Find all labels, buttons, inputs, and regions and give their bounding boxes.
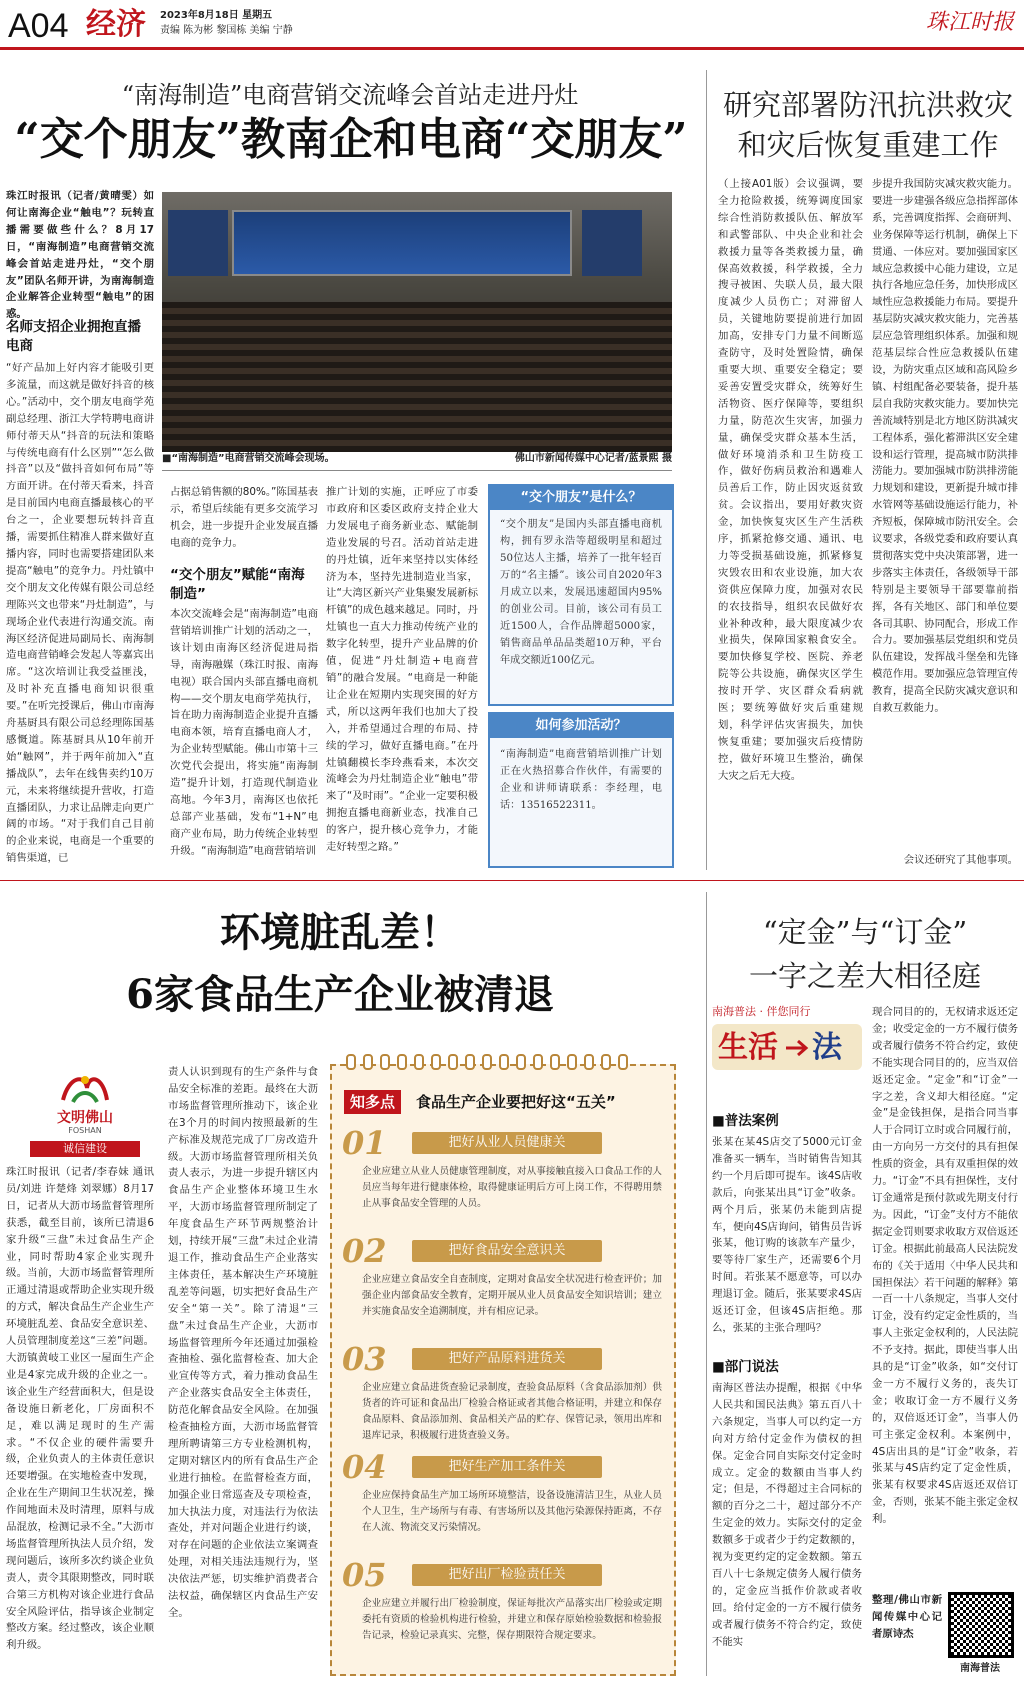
logo-emblem-icon xyxy=(55,1070,115,1106)
story1-subhead-1: 名师支招企业拥抱直播电商 xyxy=(6,319,141,354)
step-text: 企业应建立从业人员健康管理制度，对从事接触直接入口食品工作的人员应当每年进行健康体检，取得健康证明后方可上岗工作，不得聘用禁止从事食品安全管理的人员。 xyxy=(362,1166,662,1209)
story1-column-2b: 本次交流峰会是“南海制造”电商营销培训推广计划的活动之一，该计划由南海区经济促进局指导，南海融媒（珠江时报、南海电视）联合国内头部直播电商机构——交个朋友电商学苑执行，旨在助力南海制造企业提升直播电商本领，培育直播电商人才，为企业转型赋能。佛山市第十三次党代会提出，将实施“南海制造”提升计划，打造现代制造业高地。今年3月，南海区也依托总部产业基础，发布“1+N”电商产业布局，助力传统企业转型升级。“南海制造”电商营销培训 xyxy=(170,608,318,857)
five-checks-item xyxy=(342,1340,666,1448)
story4-headline-1: “定金”与“订金” xyxy=(762,915,968,949)
qr-label: 南海普法 xyxy=(960,1663,1000,1674)
story2-closing: 会议还研究了其他事项。 xyxy=(903,854,1018,866)
section-divider xyxy=(0,880,1024,881)
law-heading: ■部门说法 xyxy=(712,1359,779,1375)
story3-column-2: 责人认识到现有的生产条件与食品安全标准的差距。最终在大沥市场监督管理所推动下，该企业在3个月的时间内按照最新的生产标准及规范完成了厂房改造升级。大沥市场监督管理所相关负责人表示，为进一步提升辖区内食品生产企业整体环境卫生水平，大沥市场监督管理所制定了年度食品生产环节两规整治计划，持续开展“三盘”未过企业清退工作，推动食品生产企业落实主体责任，基本解决生产环境脏乱差等问题，切实把好食品生产安全“第一关”。除了清退“三盘”未过食品生产企业，大沥市场监督管理所今年还通过加强检查抽检、强化监督检查、加大企业宣传等方式，着力推动食品生产企业落实食品安全主体责任，防范化解食品安全风险。在加强检查抽检方面，大沥市场监督管理所聘请第三方专业检测机构，定期对辖区内的所有食品生产企业进行抽检。在监督检查方面，加强企业日常巡查及专项检查，加大执法力度，对违法行为依法查处，并对问题企业进行约谈，对存在问题的企业依法立案调查处理，对相关违法违规行为，坚决依法严惩，切实维护消费者合法权益，确保辖区内食品生产安全。 xyxy=(168,1066,318,1619)
story1-column-1: “好产品加上好内容才能吸引更多流量，而这就是做好抖音的核心。”活动中，交个朋友电商学苑副总经理、浙江大学特聘电商讲师付蒂天从“抖音的玩法和策略与传统电商有什么区别”“怎么做抖音”以及“做抖音如何布局”等方面开讲。在付蒂天看来，抖音是目前国内电商直播最核心的平台之一，企业要想玩转抖音直播，需要抓住精准人群来做好直播内容，同时也需要搭建团队来提高“触电”的竞争力。丹灶镇中交个朋友文化传媒有限公司总经理陈兴文也带来“丹灶制造”，与现场企业代表进行沟通交流。南海区经济促进局副局长、南海制造电商营销峰会发起人等嘉宾出席。“这次培训让我受益匪浅，及时补充直播电商知识很重要。”在听完授课后，佛山市南海舟基厨具有限公司总经理陈国基感慨道。陈基厨具从10年前开始“触网”，并于两年前加入“直播战队”，去年在线售卖约10万元，未来将继续提升营收，打造直播团队，力求让品牌走向更广阔的市场。“对于我们自己目前的企业来说，电商是一个重要的销售渠道，已 xyxy=(6,362,154,865)
step-label: 把好出厂检验责任关 xyxy=(412,1564,602,1586)
five-checks-list xyxy=(342,1124,666,1664)
info-box-join-text: “南海制造”电商营销培训推广计划正在火热招募合作伙伴，有需要的企业和讲师请联系：李经理，电话：13516522311。 xyxy=(500,749,662,811)
tip-tag: 知多点 xyxy=(344,1090,401,1114)
logo-text: 文明佛山 xyxy=(57,1110,113,1126)
legal-life-banner xyxy=(712,1004,862,1104)
qr-code[interactable] xyxy=(948,1592,1014,1658)
column-divider-2 xyxy=(706,892,707,1676)
story2-column-2: 步提升我国防灾减灾救灾能力。要进一步建强各级应急指挥部体系，完善调度指挥、会商研判、业务保障等运行机制，确保上下贯通、一体应对。要加强国家区域应急救援中心能力建设，立足执行各地应急任务，加快形成区域性应急救援能力布局。要提升基层防灾减灾救灾能力，完善基层应急管理组织体系。加强和规范基层综合性应急救援队伍建设，为防灾重点区域和高风险乡镇、村组配备必要装备，提升基层自我防灾救灾能力。要加快完善流域特别是北方地区防洪减灾工程体系，强化蓄滞洪区安全建设和运行管理，提高城市防洪排涝能力。要加强城市防洪排涝能力规划和建设，更新提升城市排水管网等基础设施运行能力，补齐短板，保障城市防汛安全。会议要求，各级党委和政府要认真贯彻落实党中央决策部署，进一步落实主体责任，各级领导干部特别是主要领导干部要靠前指挥，各有关地区、部门和单位要各司其职、协同配合，形成工作合力。要加强基层党组织和党员队伍建设，发挥战斗堡垒和先锋模范作用。要加强应急管理宣传教育，提高全民防灾减灾意识和自救互救能力。 xyxy=(872,178,1018,715)
step-label: 把好从业人员健康关 xyxy=(412,1132,602,1154)
info-box-what-text: “交个朋友”是国内头部直播电商机构，拥有罗永浩等超级明星和超过50位达人主播，培养了一批年轻百万的“名主播”。该公司自2020年3月成立以来，发展迅速超国内95%的创业公司。目前，该公司有员工近1500人，合作品牌超5000家，销售商品单品品类超10万种，平台年成交额近100亿元。 xyxy=(500,519,662,666)
section-title: 经济 xyxy=(86,7,146,42)
five-checks-title: 食品生产企业要把好这“五关” xyxy=(416,1093,616,1111)
banner-tag: 南海普法 · 伴您同行 xyxy=(712,1005,811,1018)
story1-kicker: “南海制造”电商营销交流峰会首站走进丹灶 xyxy=(121,81,579,109)
banner-big-word-2: 法 xyxy=(812,1030,842,1065)
column-divider xyxy=(706,70,707,870)
conference-photo xyxy=(162,192,672,450)
photo-rule xyxy=(162,470,672,471)
step-label: 把好生产加工条件关 xyxy=(412,1456,602,1478)
story3-headline-2: 6家食品生产企业被清退 xyxy=(126,971,554,1018)
step-label: 把好食品安全意识关 xyxy=(412,1240,602,1262)
story1-lead: 珠江时报讯（记者/黄晴雯）如何让南海企业“触电”？玩转直播需要做些什么？8月17日，“南海制造”电商营销交流峰会首站走进丹灶，“交个朋友”团队名师开讲，为南海制造企业解答企业转型“触电”的困惑。 xyxy=(6,190,154,321)
header-rule xyxy=(0,47,1024,50)
story1-headline: “交个朋友”教南企和电商“交朋友” xyxy=(14,114,688,165)
step-text: 企业应建立并履行出厂检验制度，保证每批次产品落实出厂检验或定期委托有资质的检验机构进行检验，并建立和保存原始检验数据和检验报告记录，检验记录真实、完整，保存期限符合规定要求。 xyxy=(362,1598,662,1641)
step-number: 02 xyxy=(342,1232,387,1270)
story1-column-3: 推广计划的实施，正呼应了市委市政府和区委区政府支持企业大力发展电子商务新业态、赋能制造业发展的号召。活动首站走进的丹灶镇，近年来坚持以实体经济为本，坚持先进制造业当家，让“大湾区新兴产业集聚发展新标杆镇”的成色越来越足。同时，丹灶镇也一直大力推动传统产业的数字化转型，提升产业品牌的价值，促进“丹灶制造+电商营销”的融合发展。“电商是一种能让企业在短期内实现突围的好方式，所以这两年我们也加大了投入，并希望通过合理的布局、持续的学习，做好直播电商。”在丹灶镇翻模长李玲燕看来，本次交流峰会为丹灶制造企业“触电”带来了“及时雨”。“企业一定要积极拥抱直播电商新业态，找准自己的客户，提升核心竞争力，才能走好转型之路。” xyxy=(326,486,478,854)
story4-column-2: 现合同目的的，无权请求返还定金；收受定金的一方不履行债务或者履行债务不符合约定，致使不能实现合同目的的，应当双倍返还定金。“定金”和“订金”一字之差，含义却大相径庭。“定金”是金钱担保，是指合同当事人于合同订立时或合同履行前，由一方向另一方交付的具有担保性质的资金，具有双重担保的效力。“订金”不具有担保性，支付订金通常是预付款或先期支付行为。因此，“订金”支付方不能依据定金罚则要求收取方双倍返还订金。根据此前最高人民法院发布的《关于适用〈中华人民共和国担保法〉若干问题的解释》第一百一十八条规定，当事人交付订金，没有约定定金性质的，当事人主张定金权利的，人民法院不予支持。据此，即使当事人出具的是“订金”收条，如“交付订金一方不履行义务的，丧失订金；收取订金一方不履行义务的，双倍返还订金”，当事人仍可主张定金权利。本案例中，4S店出具的是“订金”收条，若张某与4S店约定了定金性质，张某有权要求4S店返还双倍订金，否则，张某不能主张定金权利。 xyxy=(872,1006,1018,1526)
issue-date: 2023年8月18日 星期五 xyxy=(160,10,273,21)
step-label: 把好产品原料进货关 xyxy=(412,1348,602,1370)
story4-headline-2: 一字之差大相径庭 xyxy=(748,959,981,993)
integrity-tag: 诚信建设 xyxy=(30,1141,140,1157)
story3-headline-1: 环境脏乱差！ xyxy=(220,909,460,956)
story1-column-2a: 占据总销售额的80%。”陈国基表示，希望后续能有更多交流学习机会，进一步提升企业发展直播电商的竞争力。 xyxy=(170,486,318,549)
info-box-what-title: “交个朋友”是什么？ xyxy=(490,486,672,510)
five-checks-box xyxy=(330,1064,676,1676)
story1-subhead-2: “交个朋友”赋能“南海制造” xyxy=(170,567,305,602)
story2-column-1: （上接A01版）会议强调，要全力抢险救援，统筹调度国家综合性消防救援队伍、解放军和武警部队、中央企业和社会救援力量等各类救援力量，确保高效救援，科学救援，全力搜寻被困、失联人员，最大限度减少人员伤亡；对滞留人员，关键地防要提前进行加固加高，安排专门力量不间断巡查防守，及时处置险情，确保重要大坝、重要安全稳定；要妥善安置受灾群众，统筹好生活物资、医疗保障等，要组织力量，防范次生灾害，加强力量，确保受灾群众基本生活，做好环境消杀和卫生防疫工作，做好伤病员救治和遇难人员善后工作，防止因灾返贫致贫。会议指出，要用好救灾资金，加快恢复灾区生产生活秩序，抓紧抢修交通、通讯、电力等受损基础设施，抓紧修复灾毁农田和农业设施，加大农资供应保障力度，加强对农民的农技指导，组织农民做好农业补种改种，最大限度减少农业损失，保障国家粮食安全。要加快修复学校、医院、养老院等公共设施，确保灾区学生按时开学、灾区群众看病就医；要统筹做好灾后重建规划，科学评估灾害损失，加快恢复重建；要加强灾后疫情防控，做好环境卫生整治，确保大灾之后无大疫。 xyxy=(718,178,863,782)
info-box-what xyxy=(488,484,674,706)
story3-column-1: 珠江时报讯（记者/李春妹 通讯员/刘进 许楚烽 刘翠娜）8月17日，记者从大沥市场监督管理所获悉，截至目前，该所已清退6家升级“三盘”未过食品生产企业，同时帮助4家企业实现升级。当前，大沥市场监督管理所正通过清退或帮助企业实现升级的方式，解决食品生产企业生产环境脏乱差、食品安全意识差、人员管理制度差这“三差”问题。大沥镇黄岐工业区一屋面生产企业是4家完成升级的企业之一。该企业生产经营面积大，但是设备设施日新老化，厂房面积不足，难以满足现时的生产需求。“不仅企业的硬件需要升级，企业负责人的主体责任意识还要增强。在实地检查中发现，企业在生产期间卫生状况差，操作间地面未及时清理，原料与成品混放，检测记录不全。”大沥市场监督管理所执法人员介绍，发现问题后，该所多次约谈企业负责人，责令其限期整改，同时联合第三方机构对该企业进行食品安全风险评估，指导该企业制定整改方案。经过整改，该企业顺利升级。 xyxy=(6,1166,154,1652)
newspaper-logo: 珠江时报 xyxy=(925,10,1014,35)
wenming-foshan-logo xyxy=(20,1070,150,1138)
five-checks-item xyxy=(342,1556,666,1664)
five-checks-item xyxy=(342,1232,666,1340)
binder-rings xyxy=(342,1054,631,1074)
story4-credit: 整理/佛山市新闻传媒中心记者原诗杰 xyxy=(872,1594,942,1640)
photo-credit: 佛山市新闻传媒中心记者/蓝景熙 摄 xyxy=(514,453,672,464)
five-checks-item xyxy=(342,1124,666,1232)
five-checks-item xyxy=(342,1448,666,1556)
editor-credits: 责编 陈为彬 黎国栋 美编 宁静 xyxy=(160,25,293,36)
case-heading: ■普法案例 xyxy=(712,1113,779,1129)
info-box-join-title: 如何参加活动？ xyxy=(490,714,672,738)
page-number: A04 xyxy=(8,7,69,45)
step-number: 01 xyxy=(342,1124,387,1162)
step-text: 企业应保持食品生产加工场所环境整洁，设备设施清洁卫生，从业人员个人卫生，生产场所与有毒、有害场所以及其他污染源保持距离，不存在人流、物流交叉污染情况。 xyxy=(362,1490,662,1533)
step-number: 05 xyxy=(342,1556,387,1594)
step-number: 03 xyxy=(342,1340,387,1378)
audience-rows xyxy=(162,302,672,452)
projection-screen xyxy=(232,210,572,276)
photo-caption: ■“南海制造”电商营销交流峰会现场。 xyxy=(162,453,335,464)
story2-headline: 研究部署防汛抗洪救灾和灾后恢复重建工作 xyxy=(722,88,1013,162)
logo-subtext: FOSHAN xyxy=(68,1126,102,1135)
law-text: 南海区普法办提醒，根据《中华人民共和国民法典》第五百八十六条规定，当事人可以约定一方向对方给付定金作为债权的担保。定金合同自实际交付定金时成立。定金的数额由当事人约定；但是，不得超过主合同标的额的百分之二十，超过部分不产生定金的效力。实际交付的定金数额多于或者少于约定数额的，视为变更约定的定金数额。第五百八十七条规定债务人履行债务的，定金应当抵作价款或者收回。给付定金的一方不履行债务或者履行债务不符合约定，致使不能实 xyxy=(712,1382,862,1648)
step-text: 企业应建立食品安全自查制度，定期对食品安全状况进行检查评价；加强企业内部食品安全教育，定期开展从业人员食品安全知识培训；建立并实施食品安全追溯制度，并有相应记录。 xyxy=(362,1274,662,1317)
step-number: 04 xyxy=(342,1448,387,1486)
banner-big-word-1: 生活 xyxy=(718,1030,778,1065)
balance-arrow-icon xyxy=(784,1038,810,1058)
case-text: 张某在某4S店交了5000元订金准备买一辆车，当时销售告知其约一个月后即可提车。该4S店收款后，向张某出具“订金”收条。两个月后，张某仍未能到店提车，便向4S店询问，销售员告诉张某，他订购的该款车产量少，要等待厂家生产，还需要6个月时间。若张某不愿意等，可以办理退订金。随后，张某要求4S店返还订金，但该4S店拒绝。那么，张某的主张合理吗？ xyxy=(712,1136,862,1334)
step-text: 企业应建立食品进货查验记录制度，查验食品原料（含食品添加剂）供货者的许可证和食品出厂检验合格证或者其他合格证明，并建立和保存食品原料、食品添加剂、食品相关产品的贮存、保管记录，领用出库和退库记录，积极履行进货查验义务。 xyxy=(362,1382,662,1441)
info-box-join xyxy=(488,712,674,868)
